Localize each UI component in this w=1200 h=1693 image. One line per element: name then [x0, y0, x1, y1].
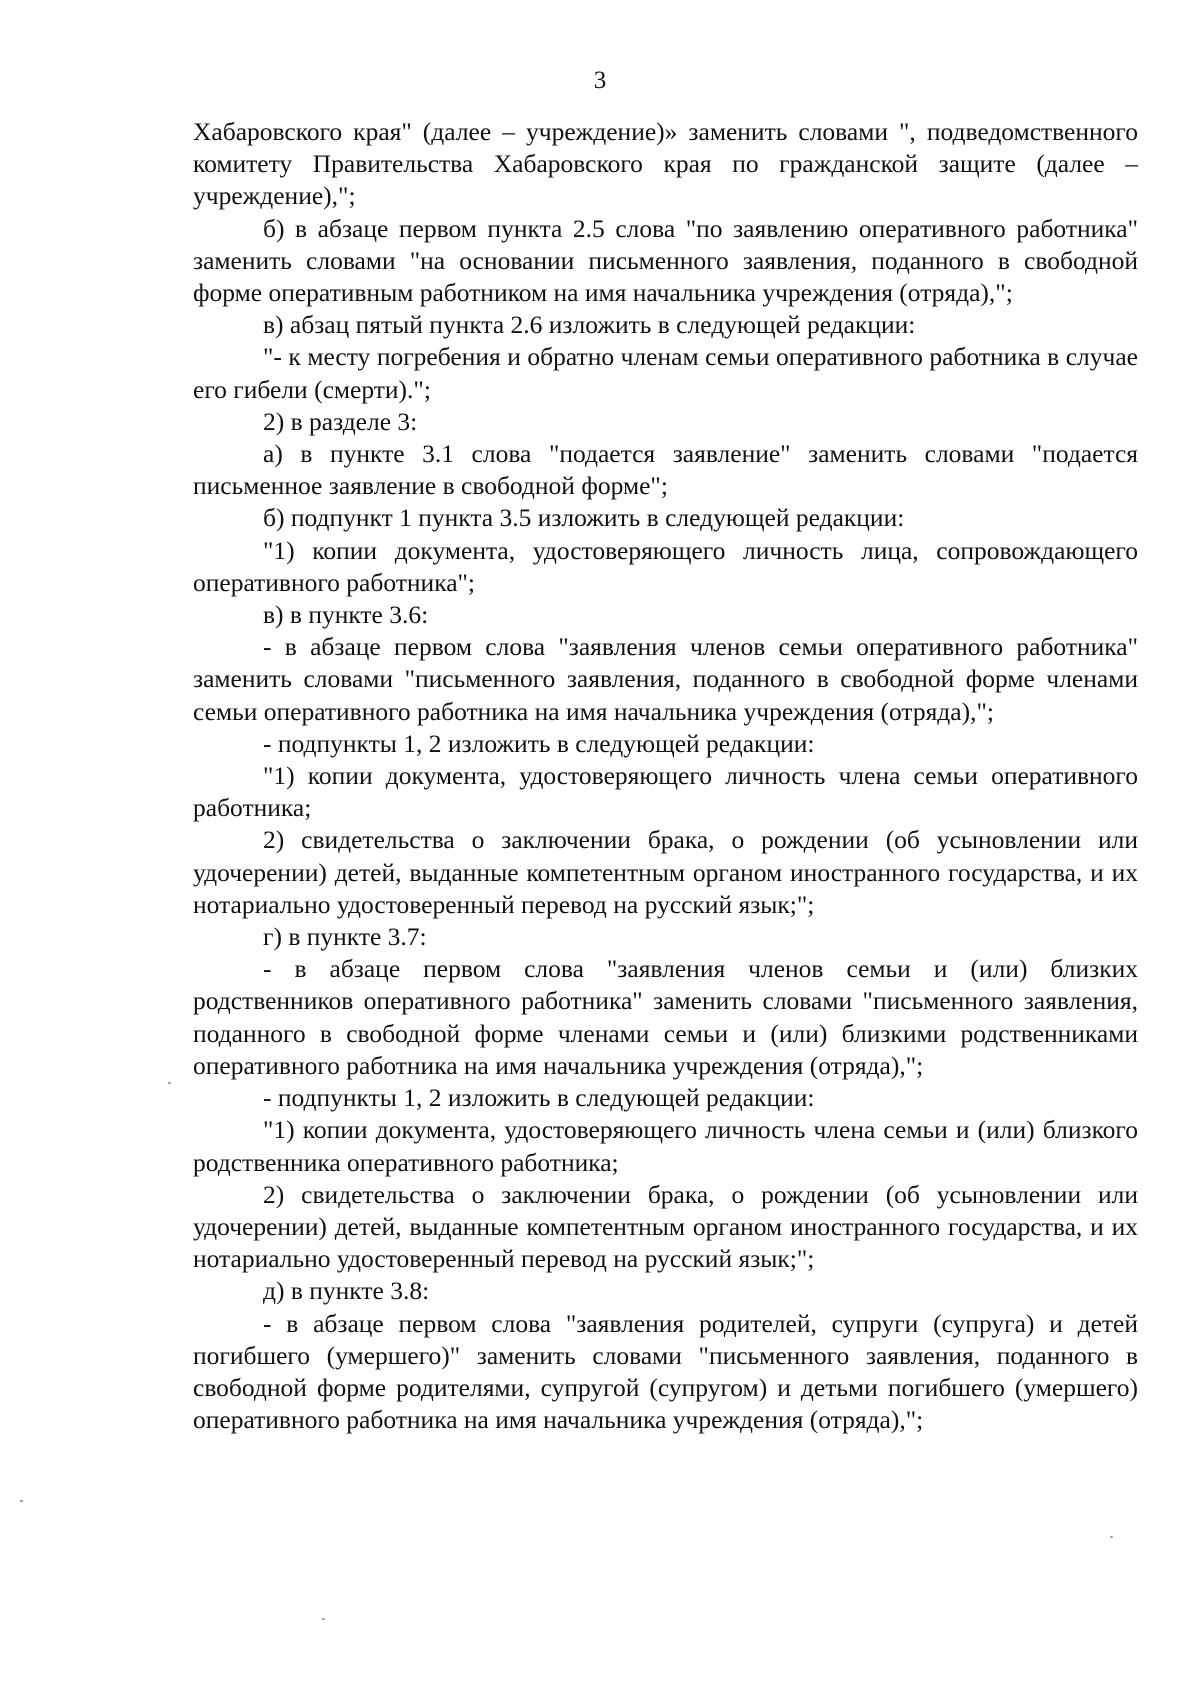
document-body [193, 116, 1138, 1436]
scan-speck [20, 1500, 23, 1502]
paragraph: б) подпункт 1 пункта 3.5 изложить в следующей редакции: [263, 503, 905, 533]
paragraph: - подпункты 1, 2 изложить в следующей редакции: [263, 728, 815, 758]
paragraph: в) в пункте 3.6: [263, 600, 429, 630]
paragraph: "- к месту погребения и обратно членам семьи оперативного работника в случае его гибели (смерти)."; [193, 342, 1138, 404]
paragraph: г) в пункте 3.7: [263, 922, 427, 952]
scan-speck [322, 1618, 325, 1620]
paragraph: - в абзаце первом слова "заявления родителей, супруги (супруга) и детей погибшего (умершего)" заменить словами "письменного заявления, поданного в свободной форме родителями, супругой (супругом) и детьми погибшего (умершего) оперативного работника на имя начальника учреждения (отряда),"; [193, 1308, 1138, 1435]
paragraph: - в абзаце первом слова "заявления членов семьи оперативного работника" заменить словами "письменного заявления, поданного в свободной форме членами семьи оперативного работника на имя начальника учреждения (отряда),"; [193, 632, 1138, 726]
paragraph: а) в пункте 3.1 слова "подается заявление" заменить словами "подается письменное заявление в свободной форме"; [193, 439, 1138, 501]
paragraph: "1) копии документа, удостоверяющего личность члена семьи оперативного работника; [193, 761, 1138, 823]
paragraph: "1) копии документа, удостоверяющего личность члена семьи и (или) близкого родственника оперативного работника; [193, 1115, 1138, 1177]
paragraph: б) в абзаце первом пункта 2.5 слова "по заявлению оперативного работника" заменить словами "на основании письменного заявления, поданного в свободной форме оперативным работником на имя начальника учреждения (отряда),"; [193, 213, 1138, 308]
paragraph: - подпункты 1, 2 изложить в следующей редакции: [263, 1083, 815, 1113]
paragraph: 2) свидетельства о заключении брака, о рождении (об усыновлении или удочерении) детей, выданные компетентным органом иностранного государства, и их нотариально удостоверенный перевод на русский язык;"; [193, 825, 1138, 919]
paragraph: д) в пункте 3.8: [263, 1276, 430, 1306]
paragraph: 2) свидетельства о заключении брака, о рождении (об усыновлении или удочерении) детей, выданные компетентным органом иностранного государства, и их нотариально удостоверенный перевод на русский язык;"; [193, 1179, 1138, 1274]
paragraph: в) абзац пятый пункта 2.6 изложить в следующей редакции: [263, 310, 916, 340]
paragraph: "1) копии документа, удостоверяющего личность лица, сопровождающего оперативного работника"; [193, 535, 1138, 597]
scan-speck [168, 1082, 171, 1084]
page-number: 3 [593, 67, 607, 94]
paragraph: 2) в разделе 3: [263, 406, 418, 436]
paragraph: Хабаровского края" (далее – учреждение)» заменить словами ", подведомственного комитету Правительства Хабаровского края по гражданской защите (далее – учреждение),"; [193, 117, 1138, 211]
scan-speck [1110, 1536, 1113, 1538]
paragraph: - в абзаце первом слова "заявления членов семьи и (или) близких родственников оперативного работника" заменить словами "письменного заявления, поданного в свободной форме членами семьи и (или) близкими родственниками оперативного работника на имя начальника учреждения (отряда),"; [193, 954, 1138, 1080]
